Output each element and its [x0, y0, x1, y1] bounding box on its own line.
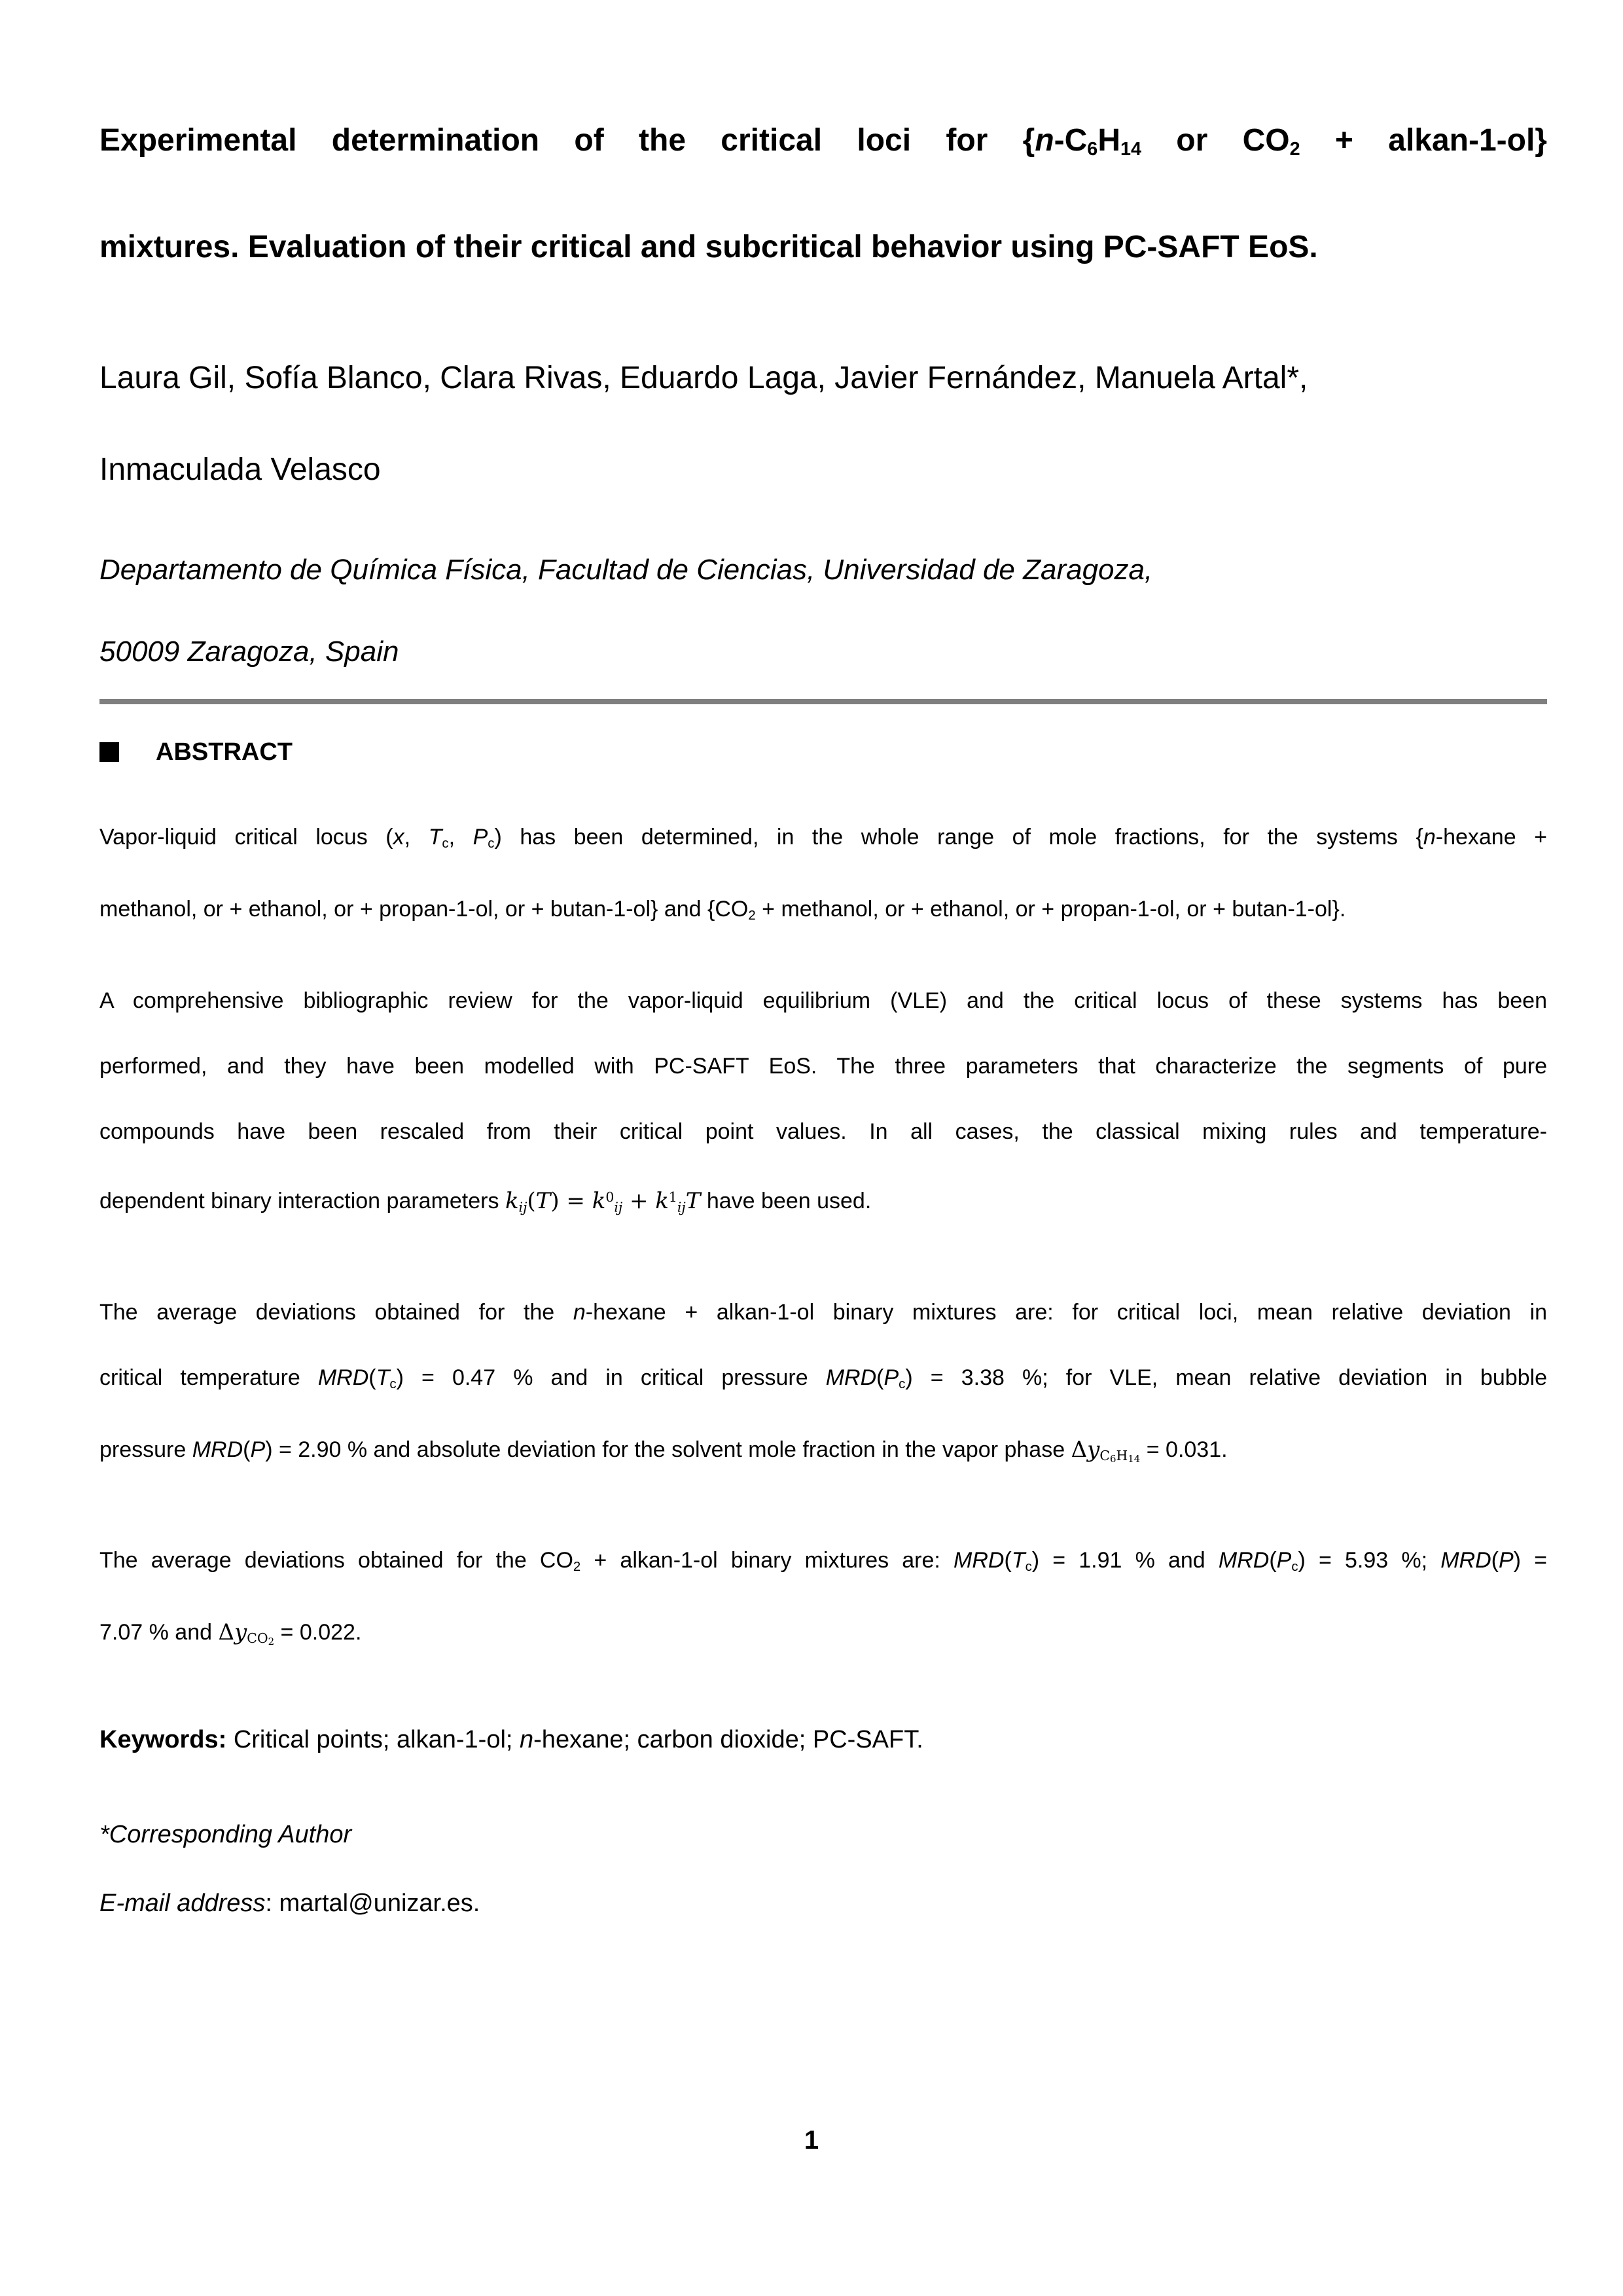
abstract-paragraph-4 [99, 1528, 1547, 1674]
text-line: Vapor-liquid critical locus (x, Tc, Pc) has been determined, in the whole range of mole fractions, for the systems {n-hexane + [99, 825, 1548, 852]
abstract-paragraph-1 [99, 804, 1547, 948]
text-line: Inmaculada Velasco [99, 452, 381, 488]
email-address-line [99, 1871, 1547, 1936]
paper-title [99, 0, 1547, 296]
author-list [99, 332, 1547, 516]
abstract-section-heading [99, 736, 1547, 768]
text-line: Departamento de Química Física, Facultad de Ciencias, Universidad de Zaragoza, [99, 554, 1153, 586]
text-line: Keywords: Critical points; alkan-1-ol; n-hexane; carbon dioxide; PC-SAFT. [99, 1726, 923, 1754]
text-line: dependent binary interaction parameters $kij(T) = k^0ij + k^1ijT$ have been used. [99, 1188, 872, 1215]
text-line: methanol, or + ethanol, or + propan-1-ol, or + butan-1-ol} and {CO2 + methanol, or + ethanol, or + propan-1-ol, or + butan-1-ol}. [99, 897, 1346, 924]
text-line: compounds have been rescaled from their critical point values. In all cases, the classical mixing rules and temperature- [99, 1119, 1547, 1145]
text-line: E-mail address: martal@unizar.es. [99, 1890, 480, 1918]
abstract-paragraph-3 [99, 1280, 1547, 1492]
corresponding-author-note [99, 1802, 1547, 1867]
page-content [99, 0, 1547, 1936]
text-line: performed, and they have been modelled with PC-SAFT EoS. The three parameters that characterize the segments of pure [99, 1054, 1547, 1079]
text-line: 7.07 % and ΔyCO$_2$ = 0.022. [99, 1619, 362, 1648]
black-square-bullet-icon [99, 742, 119, 762]
text-line: pressure MRD(P) = 2.90 % and absolute deviation for the solvent mole fraction in the vapor phase $\Delta yC_6H_{14} = 0.031$. [99, 1436, 1228, 1465]
text-line: 50009 Zaragoza, Spain [99, 636, 399, 668]
text-line: A comprehensive bibliographic review for the vapor-liquid equilibrium (VLE) and the critical locus of these systems has been [99, 988, 1547, 1014]
text-line: Laura Gil, Sofía Blanco, Clara Rivas, Eduardo Laga, Javier Fernández, Manuela Artal*, [99, 361, 1308, 396]
text-line: mixtures. Evaluation of their critical and subcritical behavior using PC-SAFT EoS. [99, 230, 1318, 265]
abstract-paragraph-2 [99, 968, 1547, 1240]
text-line: critical temperature MRD(Tc) = 0.47 % and in critical pressure MRD(Pc) = 3.38 %; for VLE, mean relative deviation in bubble [99, 1365, 1548, 1391]
text-line: The average deviations obtained for the n-hexane + alkan-1-ol binary mixtures are: for critical loci, mean relative deviation in [99, 1299, 1547, 1325]
keywords-line [99, 1707, 1547, 1772]
text-line: The average deviations obtained for the CO2 + alkan-1-ol binary mixtures are: MRD(Tc) = 1.91 % and MRD(Pc) = 5.93 %; MRD(P) = [99, 1547, 1547, 1575]
page-number: 1 [804, 2126, 819, 2155]
text-line: *Corresponding Author [99, 1821, 352, 1849]
text-line: Experimental determination of the critical loci for {n-C6H14 or CO2 + alkan-1-ol} [99, 123, 1547, 160]
section-divider-rule [99, 699, 1547, 704]
affiliation [99, 529, 1547, 692]
abstract-heading-label: ABSTRACT [156, 738, 293, 766]
